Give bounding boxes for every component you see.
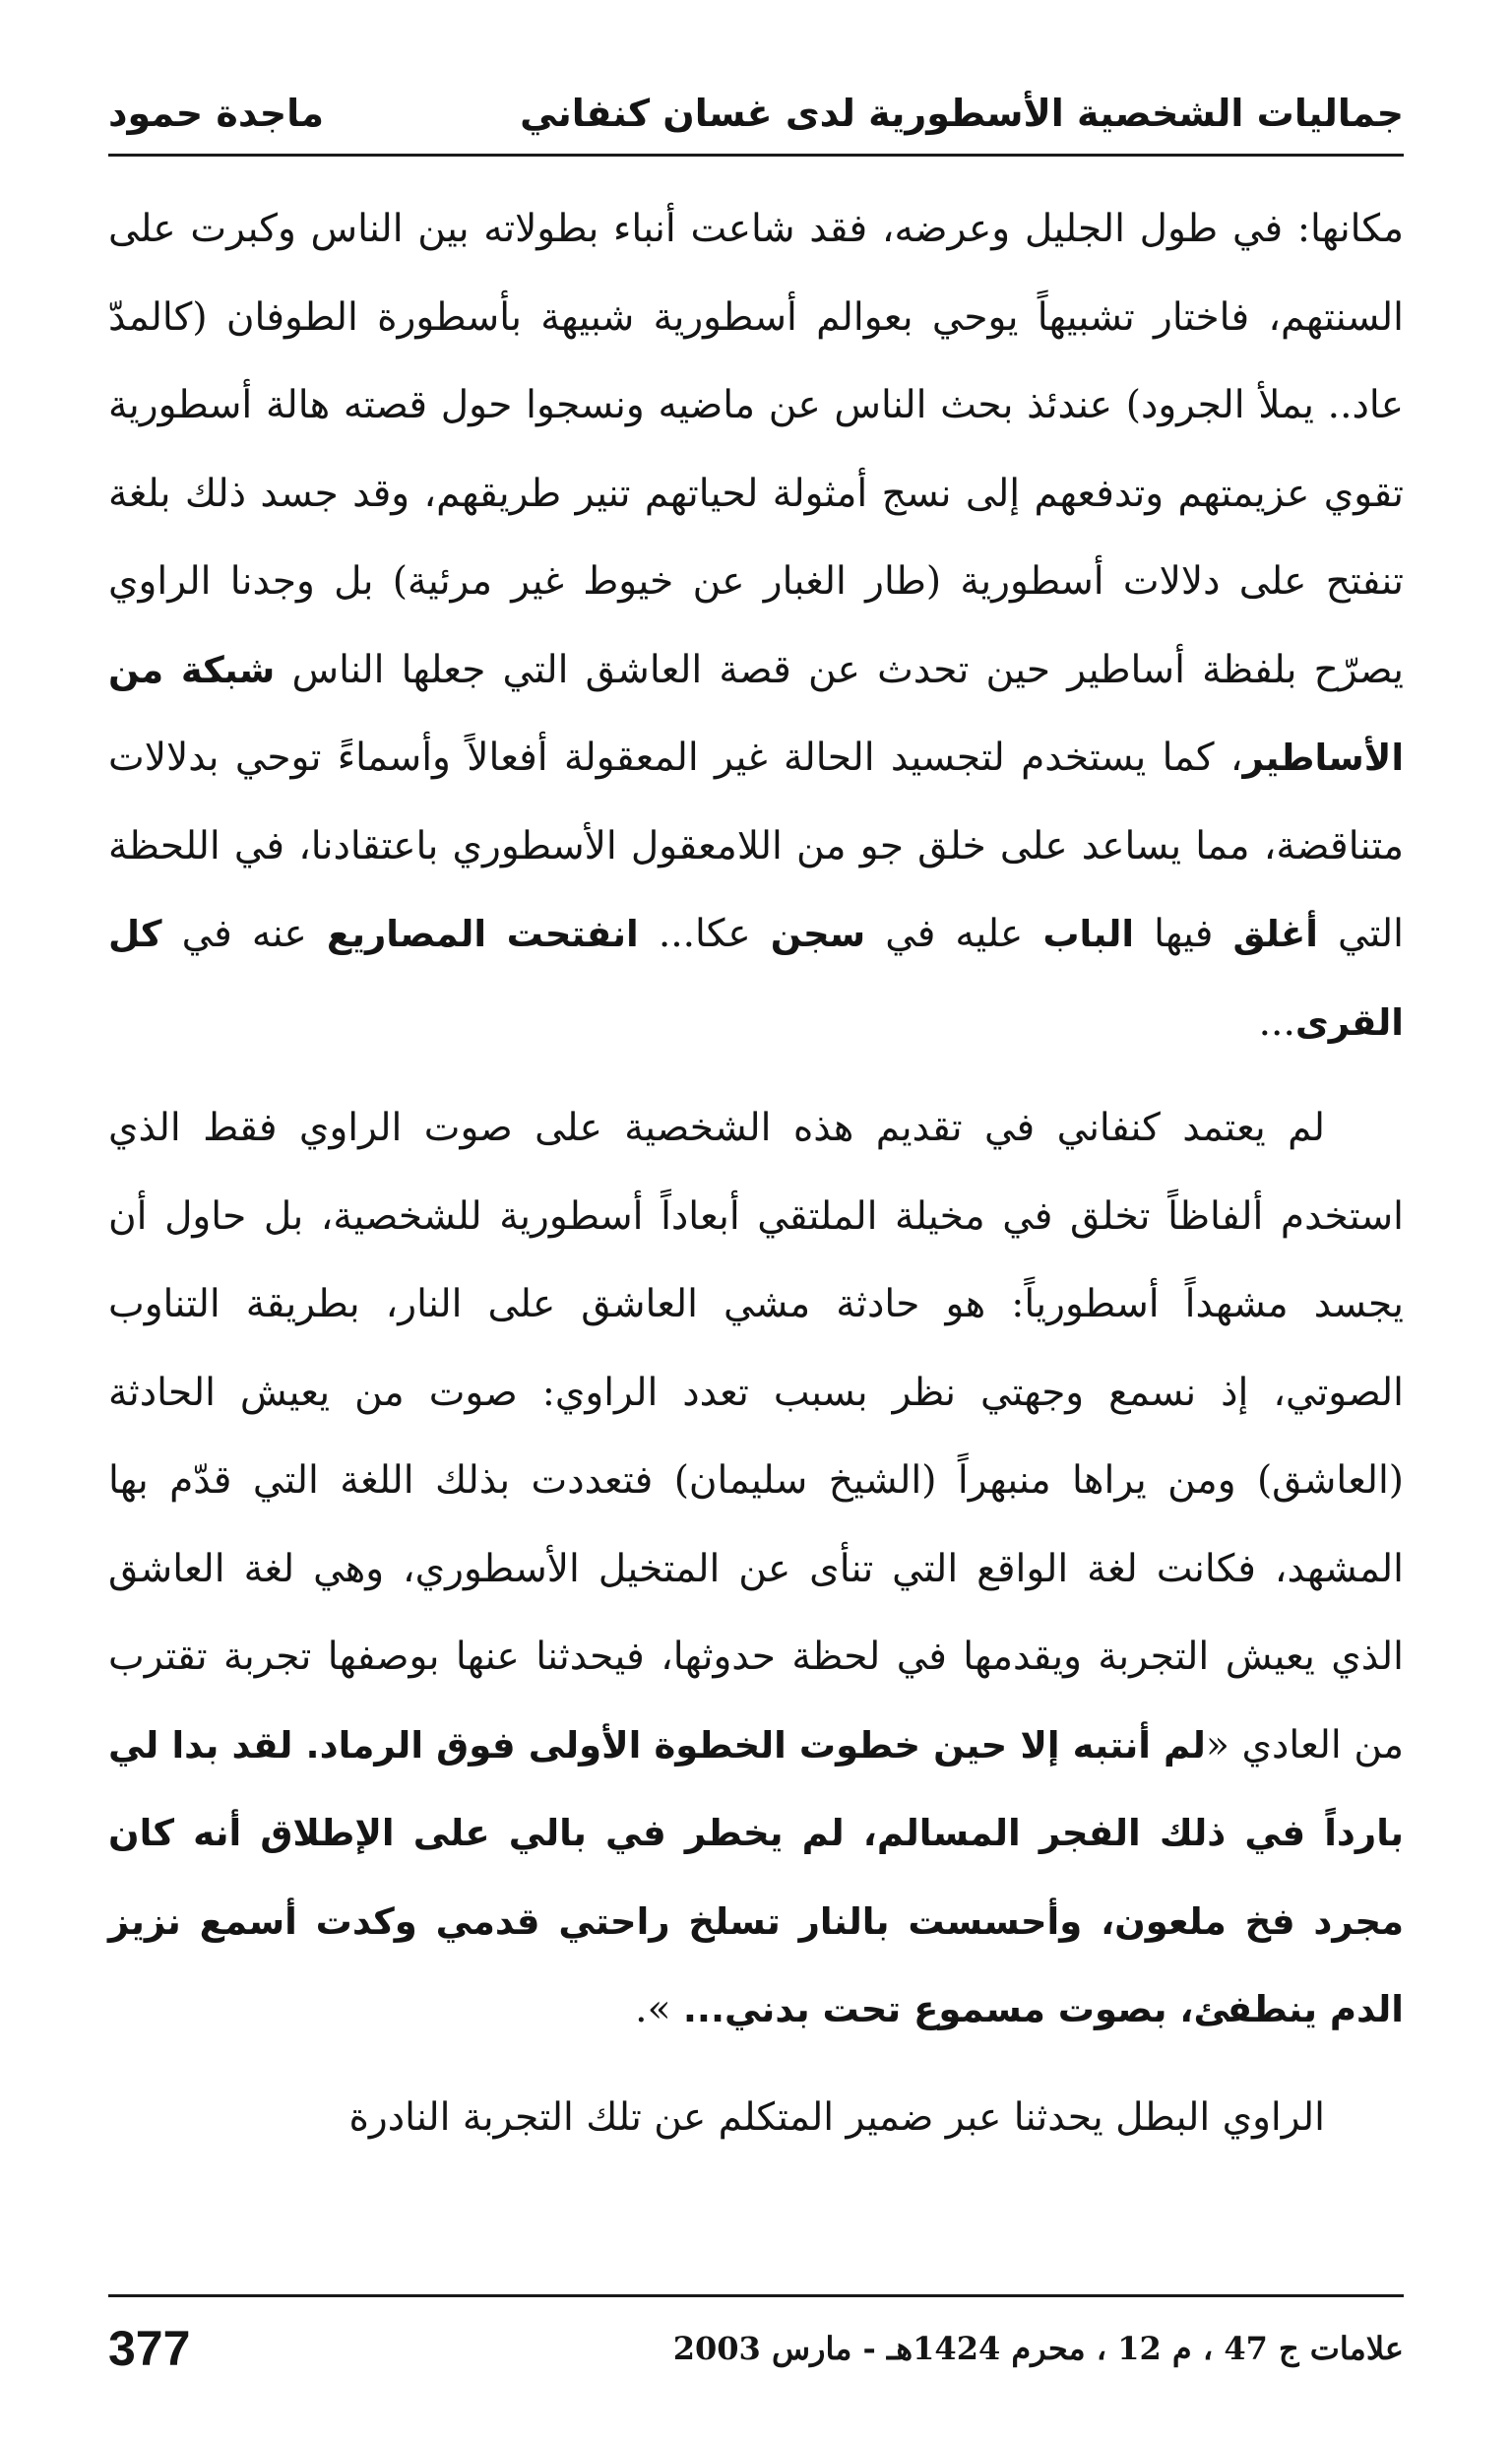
text-run: عليه في bbox=[865, 912, 1043, 956]
author-name: ماجدة حمود bbox=[108, 92, 324, 135]
paragraph-3: الراوي البطل يحدثنا عبر ضمير المتكلم عن تلك التجربة النادرة bbox=[348, 2094, 1325, 2140]
text-run: ... bbox=[1258, 999, 1295, 1045]
emphasis-run: كل القرى bbox=[108, 913, 1404, 1044]
header-rule bbox=[108, 154, 1404, 157]
text-run: لم يعتمد كنفاني في تقديم هذه الشخصية على صوت الراوي فقط الذي استخدم ألفاظاً تخلق في مخيلة الملتقي أبعاداً أسطورية للشخصية، بل حاول أن يجسد مشهداً أسطورياً: هو حادثة مشي العاشق على النار، بطريقة التناوب الصوتي، إذ نسمع وجهتي نظر بسبب تعدد الراوي: صوت من يعيش الحادثة (العاشق) ومن يراها منبهراً (الشيخ سليمان) فتعددت بذلك اللغة التي قدّم بها المشهد، فكانت لغة الواقع التي تنأى عن المتخيل الأسطوري، وهي لغة العاشق الذي يعيش التجربة ويقدمها في لحظة حدوثها، فيحدثنا عنها بوصفها تجربة تقترب من العادي « bbox=[108, 1106, 1404, 1767]
text-run: ، كما يستخدم لتجسيد الحالة غير المعقولة أفعالاً وأسماءً توحي بدلالات متناقضة، مما يساعد على خلق جو من اللامعقول الأسطوري باعتقادنا، في اللحظة التي bbox=[108, 736, 1404, 956]
text-run: عكا... bbox=[638, 912, 771, 956]
emphasis-run: الباب bbox=[1042, 913, 1135, 955]
article-body bbox=[108, 185, 1404, 2161]
paragraph-2 bbox=[108, 1084, 1404, 2054]
emphasis-run: أغلق bbox=[1232, 913, 1318, 955]
paragraph-1 bbox=[108, 185, 1404, 1066]
text-run: مكانها: في طول الجليل وعرضه، فقد شاعت أنباء بطولاته بين الناس وكبرت على السنتهم، فاختار تشبيهاً يوحي بعوالم أسطورية شبيهة بأسطورة الطوفان (كالمدّ عاد.. يملأ الجرود) عندئذ بحث الناس عن ماضيه ونسجوا حول قصته هالة أسطورية تقوي عزيمتهم وتدفعهم إلى نسج أمثولة لحياتهم تنير طريقهم، وقد جسد ذلك بلغة تنفتح على دلالات أسطورية (طار الغبار عن خيوط غير مرئية) بل وجدنا الراوي يصرّح بلفظة أساطير حين تحدث عن قصة العاشق التي جعلها الناس bbox=[108, 207, 1405, 692]
running-footer bbox=[108, 2314, 1404, 2383]
text-run: عنه في bbox=[161, 912, 327, 956]
page-number: 377 bbox=[108, 2321, 191, 2376]
emphasis-run: انفتحت المصاريع bbox=[326, 913, 639, 955]
quoted-passage: لم أنتبه إلا حين خطوت الخطوة الأولى فوق الرماد. لقد بدا لي بارداً في ذلك الفجر المسالم، لم يخطر في بالي على الإطلاق أنه كان مجرد فخ ملعون، وأحسست بالنار تسلخ راحتي قدمي وكدت أسمع نزيز الدم ينطفئ، بصوت مسموع تحت بدني... bbox=[108, 1723, 1404, 2030]
page bbox=[108, 59, 1404, 2403]
text-run: ». bbox=[635, 1987, 683, 2031]
footer-rule bbox=[108, 2294, 1404, 2297]
running-header bbox=[108, 79, 1404, 148]
running-title: جماليات الشخصية الأسطورية لدى غسان كنفاني bbox=[520, 92, 1404, 135]
text-run: فيها bbox=[1134, 912, 1233, 956]
emphasis-run: شبكة من الأساطير bbox=[108, 648, 1404, 779]
emphasis-run: سجن bbox=[770, 913, 866, 955]
journal-citation: علامات ج 47 ، م 12 ، محرم 1424هـ - مارس 2003 bbox=[672, 2330, 1404, 2367]
